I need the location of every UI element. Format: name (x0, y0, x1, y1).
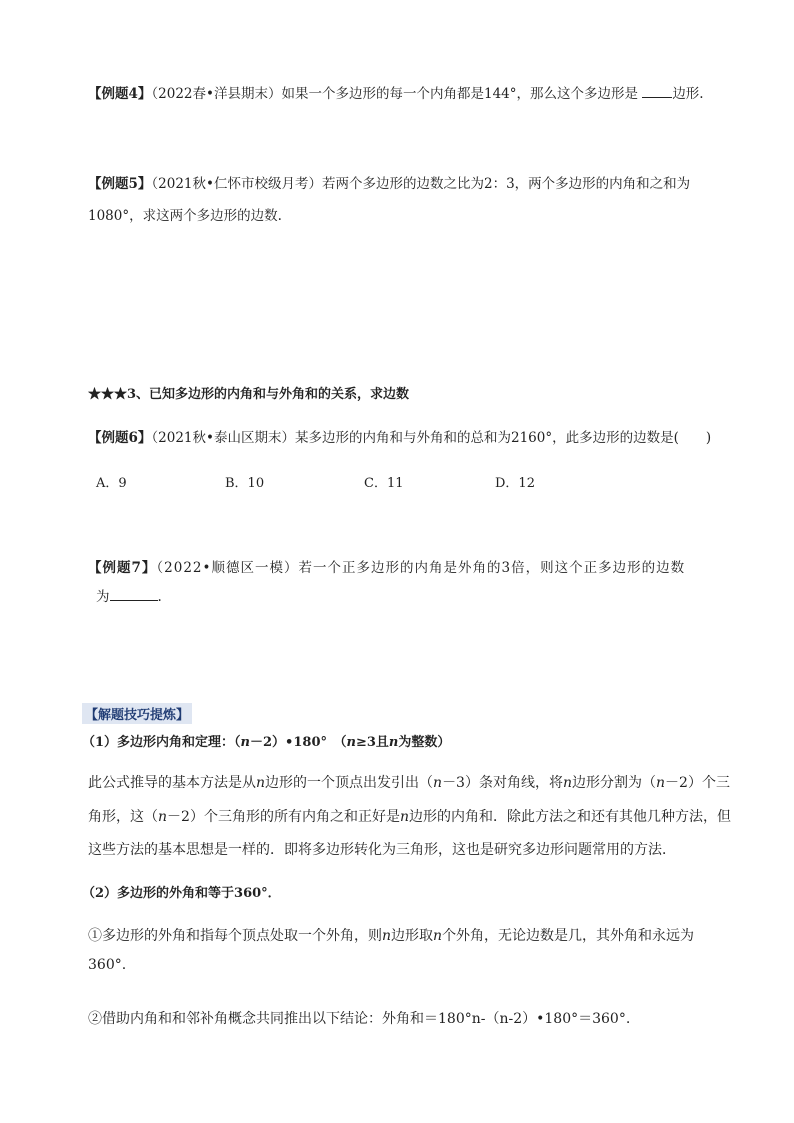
example-6-source: （2021秋•泰山区期末） (151, 430, 295, 446)
example-7-text: 若一个正多边形的内角是外角的3倍，则这个正多边形的边数 (298, 560, 686, 576)
example-6-label: 【例题6】 (88, 430, 152, 446)
tips-heading-2: （2）多边形的外角和等于360°． (82, 886, 281, 901)
example-6-text: 某多边形的内角和与外角和的总和为2160°，此多边形的边数是( ) (294, 430, 712, 446)
tips-para-2-line-1: ①多边形的外角和指每个顶点处取一个外角，则n边形取n个外角，无论边数是几，其外角和永远为 (88, 928, 695, 944)
answer-blank[interactable] (110, 587, 158, 601)
example-4-text: 如果一个多边形的每一个内角都是144°，那么这个多边形是 (281, 86, 639, 102)
option-a[interactable]: A．9 (96, 476, 127, 491)
option-d[interactable]: D．12 (495, 476, 535, 491)
option-c[interactable]: C．11 (364, 476, 404, 491)
tips-para-1-line-2: 角形，这（n－2）个三角形的所有内角之和正好是n边形的内角和．除此方法之和还有其他几种方法，但 (88, 809, 731, 825)
tips-para-1-line-3: 这些方法的基本思想是一样的．即将多边形转化为三角形，这也是研究多边形问题常用的方法． (88, 842, 676, 858)
example-4-source: （2022春•洋县期末） (151, 86, 282, 102)
example-5-source: （2021秋•仁怀市校级月考） (151, 176, 322, 192)
example-7-source: （2022•顺德区一模） (156, 560, 299, 576)
tips-para-3: ②借助内角和和邻补角概念共同推出以下结论：外角和＝180°n-（n-2）•180°＝360°. (88, 1011, 631, 1027)
answer-blank[interactable] (642, 84, 672, 98)
example-5-label: 【例题5】 (88, 176, 152, 192)
example-7 (88, 556, 685, 576)
example-4: 【例题4】（2022春•洋县期末）如果一个多边形的每一个内角都是144°，那么这个多边形是 边形. (88, 86, 704, 102)
tips-para-2-line-2: 360°. (88, 957, 127, 973)
example-7-label: 【例题7】 (88, 560, 157, 576)
option-b[interactable]: B．10 (225, 476, 265, 491)
tips-tag: 【解题技巧提炼】 (82, 703, 192, 724)
example-5 (88, 172, 690, 192)
tips-heading-1: （1）多边形内角和定理：（n－2）•180° （n≥3且n为整数） (82, 735, 451, 750)
section-3-title: ★★★3、已知多边形的内角和与外角和的关系，求边数 (88, 387, 410, 402)
example-7-line2: 为 . (96, 589, 162, 605)
example-6 (88, 426, 711, 446)
example-5-text: 若两个多边形的边数之比为2：3，两个多边形的内角和之和为 (321, 176, 691, 192)
tips-para-1-line-1: 此公式推导的基本方法是从n边形的一个顶点出发引出（n－3）条对角线，将n边形分割为（n－2）个三 (88, 775, 730, 791)
example-5-line2: 1080°，求这两个多边形的边数. (88, 208, 282, 224)
example-4-label: 【例题4】 (88, 86, 152, 102)
